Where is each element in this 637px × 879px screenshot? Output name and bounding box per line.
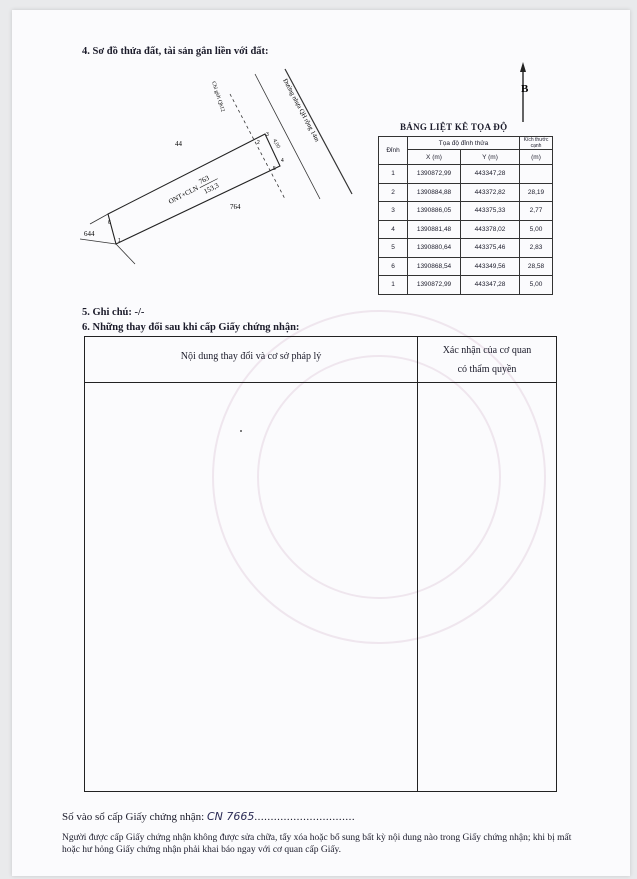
registration-label: Số vào sổ cấp Giấy chứng nhận: [62,811,205,823]
changes-table [84,336,557,792]
neighbor-line-left [90,214,108,224]
road-label: Đường nhựa QH rộng 14m [281,77,321,144]
confirmation-header-line1: Xác nhận của cơ quan [442,345,532,356]
table-divider-horizontal [85,382,556,383]
col-vertex: Đỉnh [379,137,408,165]
north-label: B [521,83,529,95]
registration-line [62,810,355,823]
col-x: X (m) [408,150,461,165]
section-4-title: 4. Sơ đồ thửa đất, tài sản gắn liền với đất: [82,46,269,57]
footer-note: Người được cấp Giấy chứng nhận không được sửa chữa, tẩy xóa hoặc bổ sung bất kỳ nội dung nào trong Giấy chứng nhận; khi bị mất hoặc hư hỏng Giấy chứng nhận phải khai báo ngay với cơ quan cấp Giấy. [62,833,572,855]
parcel-area: 153,3 [202,181,221,196]
section-5-title: 5. Ghi chú: -/- [82,307,145,318]
table-row: 5 1390880,64 443375,46 2,83 [379,239,553,258]
parcel-diagram [80,64,370,294]
width-label: 4,00 [271,138,282,150]
changes-col-header: Nội dung thay đổi và cơ sở pháp lý [180,351,322,362]
table-row: 4 1390881,48 443378,02 5,00 [379,220,553,239]
parcel-type-label: ONT+CLN [167,183,200,206]
neighbor-top-label: 44 [175,140,182,148]
road-line-left [255,74,320,199]
neighbor-line-bottom [116,244,135,264]
neighbor-left-label: 644 [84,230,95,238]
vertex-label: 5 [273,166,276,172]
registration-dots: ............................... [254,811,356,823]
speck [240,430,242,432]
col-distance: (m) [520,150,553,165]
table-row: 1 1390872,99 443347,28 5,00 [379,276,553,295]
table-row: 2 1390884,88 443372,82 28,19 [379,183,553,202]
parcel-number: 763 [197,173,211,186]
north-arrow-icon [518,62,532,122]
col-distance-group: Kích thước cạnh [520,137,553,150]
table-row: 6 1390868,54 443349,56 28,58 [379,257,553,276]
registration-number: CN 7665 [206,810,255,823]
channel-label: Chỉ giới Qh12 [210,80,226,113]
table-row: 3 1390886,05 443375,33 2,77 [379,202,553,221]
table-divider-vertical [417,337,418,791]
road-line-right [285,69,352,194]
neighbor-bottom-label: 764 [230,203,241,211]
confirmation-col-header [418,341,556,379]
col-group: Tọa độ đỉnh thửa [408,137,520,150]
col-y: Y (m) [461,150,520,165]
confirmation-header-line2: có thẩm quyền [457,364,517,375]
neighbor-line-644 [80,239,116,244]
vertex-label: 1 [118,238,121,244]
coordinate-table [378,136,553,295]
vertex-label: 2 [257,140,260,146]
section-6-title: 6. Những thay đổi sau khi cấp Giấy chứng nhận: [82,322,300,333]
vertex-label: 3 [266,132,269,138]
vertex-label: 6 [108,220,111,226]
coord-table-title: BẢNG LIỆT KÊ TỌA ĐỘ [400,122,508,132]
table-row: 1 1390872,99 443347,28 [379,165,553,184]
vertex-label: 4 [281,158,284,164]
